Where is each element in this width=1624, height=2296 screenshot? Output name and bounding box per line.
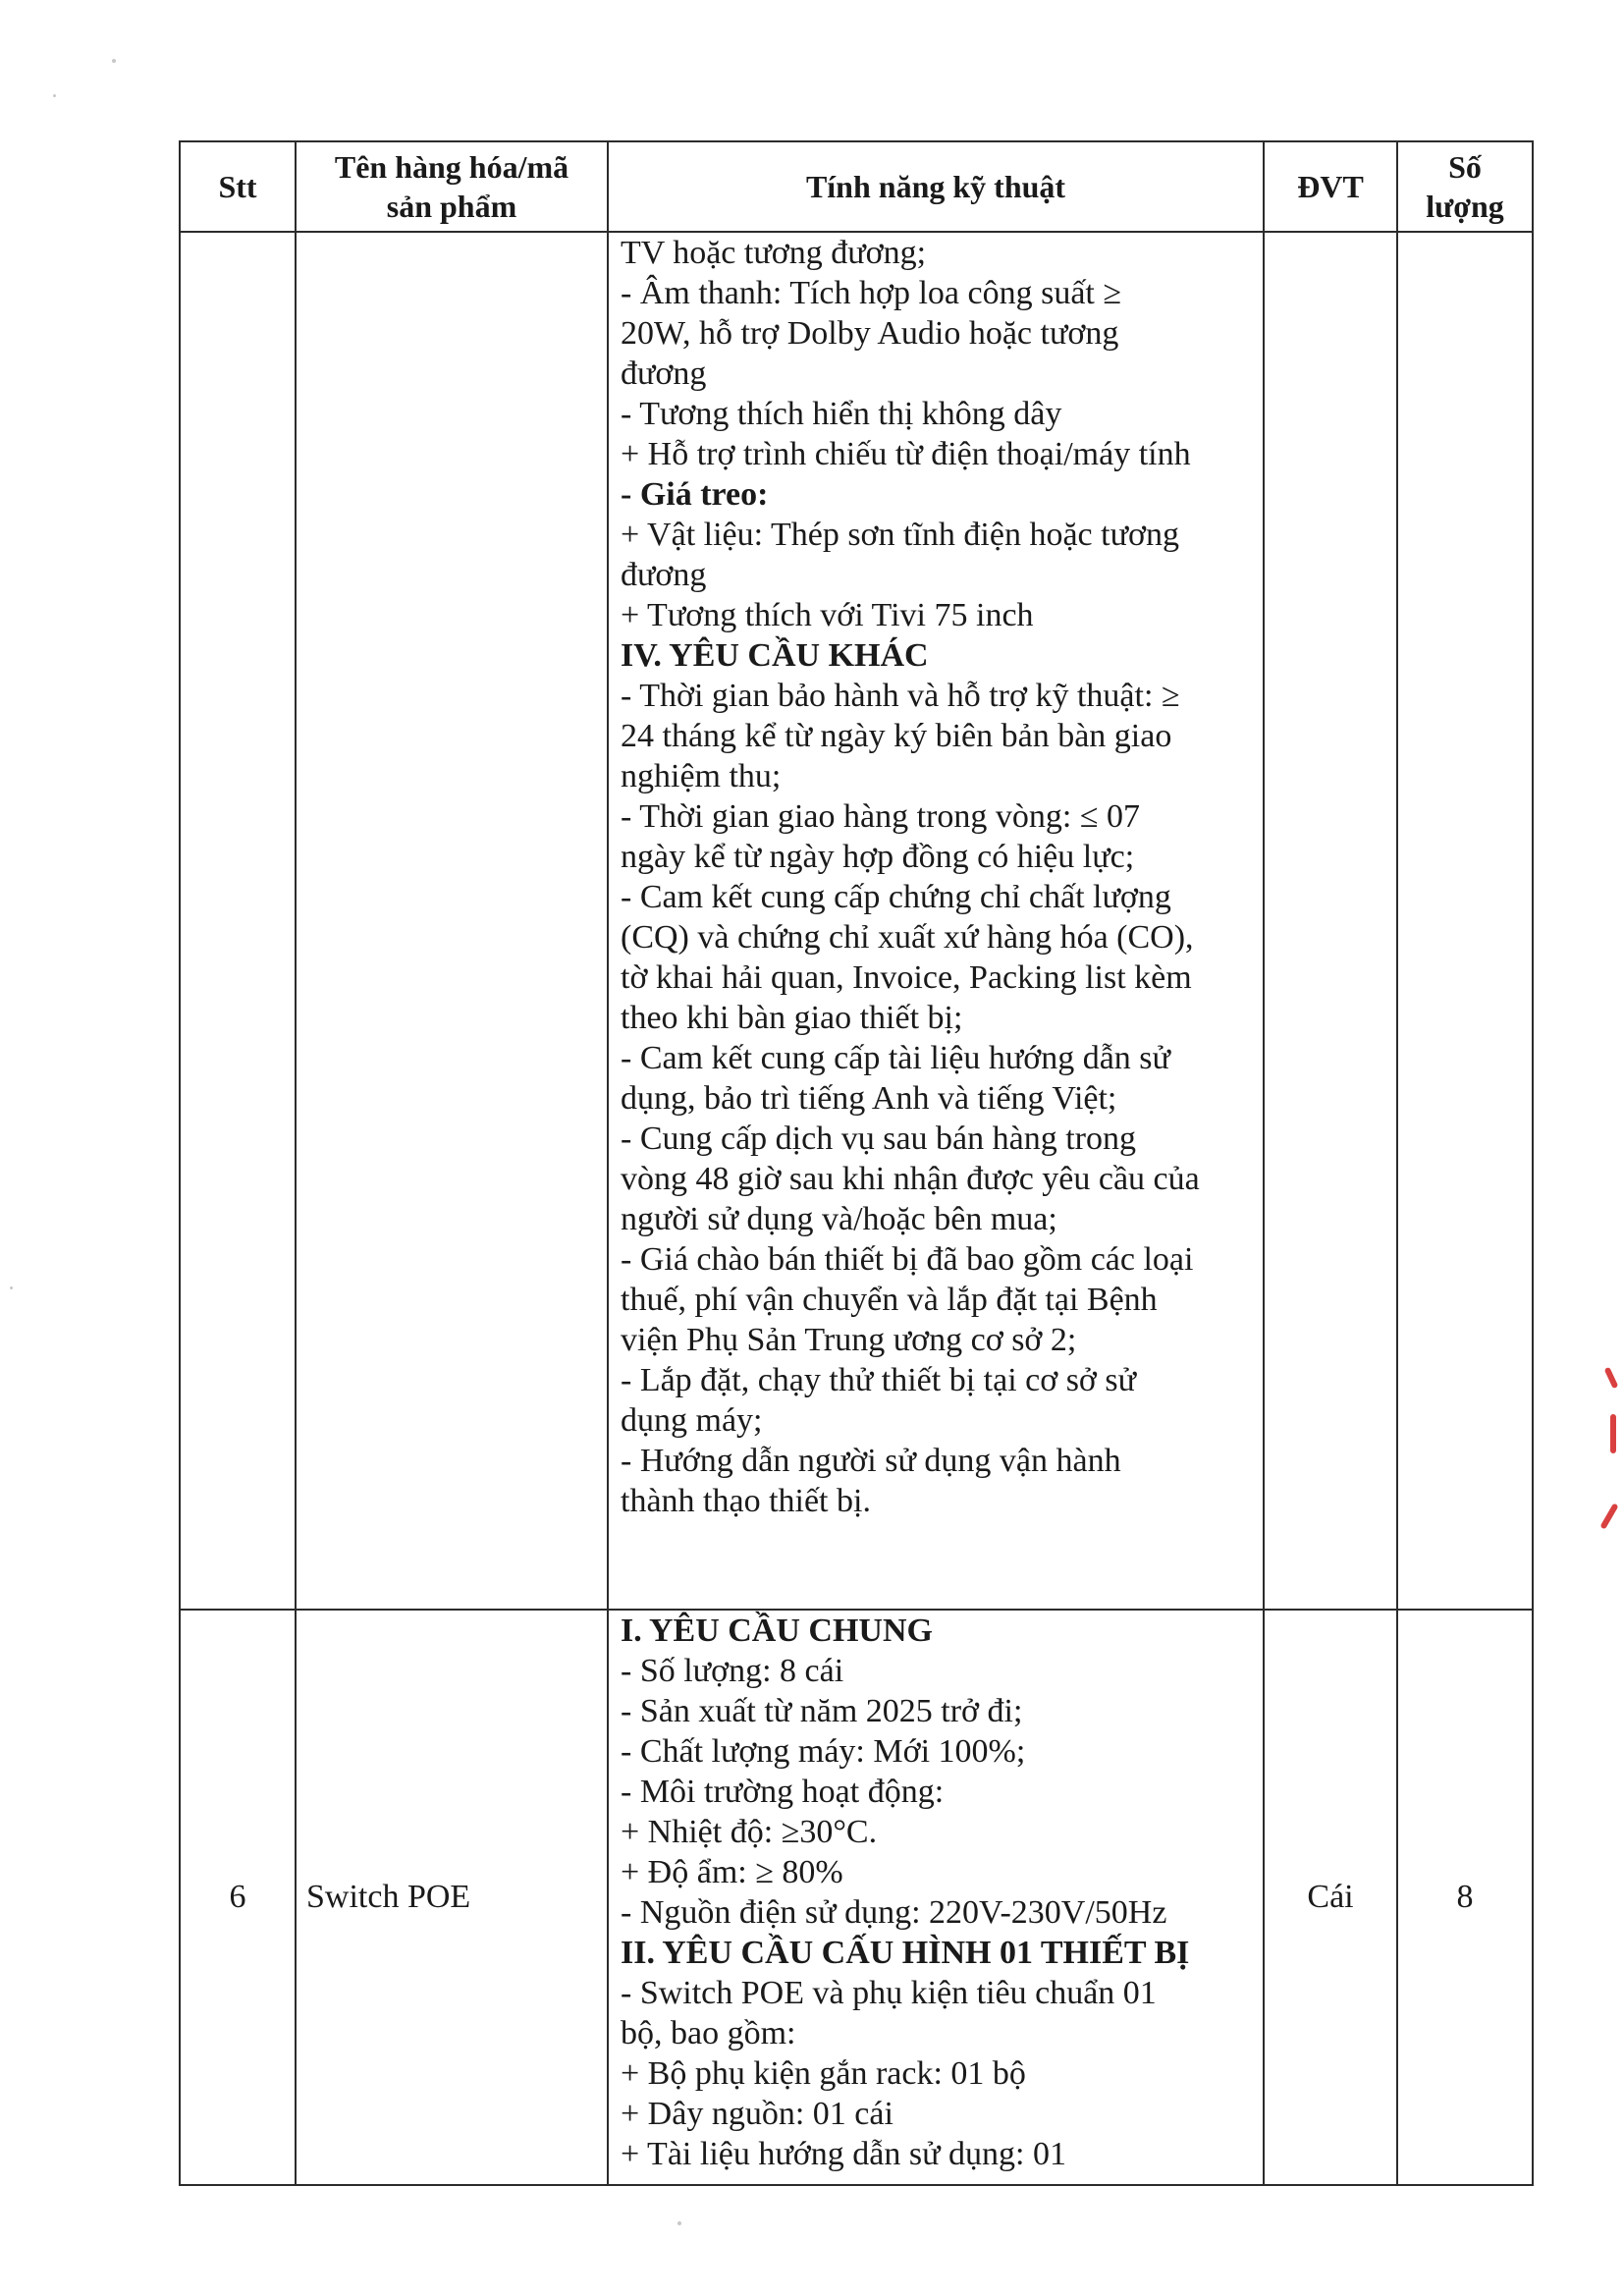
stamp-edge-mark <box>1599 1503 1618 1529</box>
continued-spec-line: - Giá chào bán thiết bị đã bao gồm các loại <box>621 1241 1194 1278</box>
continued-spec-line: viện Phụ Sản Trung ương cơ sở 2; <box>621 1322 1077 1358</box>
cell-product-name: Switch POE <box>296 1610 608 2185</box>
cell-qty: 8 <box>1397 1610 1533 2185</box>
row6-spec-line: - Môi trường hoạt động: <box>621 1774 945 1810</box>
continued-spec-line: nghiệm thu; <box>621 758 782 794</box>
header-qty-line2: lượng <box>1426 189 1504 224</box>
stamp-edge-mark <box>1610 1414 1616 1453</box>
stamp-edge-mark <box>1604 1367 1619 1389</box>
scan-speck <box>10 1286 13 1289</box>
continued-spec-line: IV. YÊU CẦU KHÁC <box>621 637 929 674</box>
header-stt: Stt <box>180 141 296 232</box>
continued-spec-line: tờ khai hải quan, Invoice, Packing list kèm <box>621 959 1192 996</box>
continued-spec-line: - Thời gian bảo hành và hỗ trợ kỹ thuật: ≥ <box>621 678 1180 714</box>
row6-spec-line: - Nguồn điện sử dụng: 220V-230V/50Hz <box>621 1894 1167 1931</box>
scan-speck <box>112 59 116 63</box>
continued-spec-line: dụng, bảo trì tiếng Anh và tiếng Việt; <box>621 1080 1117 1117</box>
continued-spec-line: - Âm thanh: Tích hợp loa công suất ≥ <box>621 275 1122 311</box>
row6-spec-line: + Dây nguồn: 01 cái <box>621 2096 893 2132</box>
continued-spec-line: + Vật liệu: Thép sơn tĩnh điện hoặc tương <box>621 517 1180 553</box>
spec-table <box>179 140 1534 2186</box>
header-qty <box>1397 141 1533 232</box>
continued-spec-line: người sử dụng và/hoặc bên mua; <box>621 1201 1057 1237</box>
row6-spec-line: - Số lượng: 8 cái <box>621 1653 844 1689</box>
continued-spec-line: thành thạo thiết bị. <box>621 1483 871 1519</box>
header-spec: Tính năng kỹ thuật <box>608 141 1264 232</box>
continued-spec-line: - Thời gian giao hàng trong vòng: ≤ 07 <box>621 798 1140 835</box>
cell-unit: Cái <box>1264 1610 1397 2185</box>
header-name-line1: Tên hàng hóa/mã <box>334 149 569 185</box>
header-name-line2: sản phẩm <box>386 189 517 224</box>
cell-unit-empty <box>1264 232 1397 1610</box>
continued-spec-line: theo khi bàn giao thiết bị; <box>621 1000 963 1036</box>
continued-spec-line: thuế, phí vận chuyển và lắp đặt tại Bệnh <box>621 1282 1158 1318</box>
header-product-name <box>296 141 608 232</box>
row6-spec-line: II. YÊU CẦU CẤU HÌNH 01 THIẾT BỊ <box>621 1935 1190 1971</box>
continued-spec-line: (CQ) và chứng chỉ xuất xứ hàng hóa (CO), <box>621 919 1194 956</box>
continued-spec-line: - Giá treo: <box>621 476 769 513</box>
row6-spec-line: + Bộ phụ kiện gắn rack: 01 bộ <box>621 2055 1026 2092</box>
row6-spec-line: + Nhiệt độ: ≥30°C. <box>621 1814 878 1850</box>
header-unit: ĐVT <box>1264 141 1397 232</box>
header-row <box>180 141 1533 232</box>
row6-spec-line: + Tài liệu hướng dẫn sử dụng: 01 <box>621 2136 1066 2172</box>
table-row-continued <box>180 232 1533 1610</box>
continued-spec-line: đương <box>621 355 707 392</box>
continued-spec-line: - Lắp đặt, chạy thử thiết bị tại cơ sở sử <box>621 1362 1137 1398</box>
continued-spec-line: dụng máy; <box>621 1402 763 1439</box>
continued-spec-line: - Cam kết cung cấp tài liệu hướng dẫn sử <box>621 1040 1170 1076</box>
continued-spec-line: + Hỗ trợ trình chiếu từ điện thoại/máy tính <box>621 436 1191 472</box>
cell-stt-empty <box>180 232 296 1610</box>
continued-spec-line: 24 tháng kể từ ngày ký biên bản bàn giao <box>621 718 1172 754</box>
continued-spec-line: + Tương thích với Tivi 75 inch <box>621 597 1034 633</box>
continued-spec-line: ngày kể từ ngày hợp đồng có hiệu lực; <box>621 839 1135 875</box>
cell-spec-continued <box>608 232 1264 1610</box>
continued-spec-line: - Cung cấp dịch vụ sau bán hàng trong <box>621 1121 1136 1157</box>
scan-speck <box>677 2221 681 2225</box>
cell-spec-row6 <box>608 1610 1264 2185</box>
row6-spec-line: I. YÊU CẦU CHUNG <box>621 1613 933 1649</box>
continued-spec-line: đương <box>621 557 707 593</box>
continued-spec-line: - Tương thích hiển thị không dây <box>621 396 1062 432</box>
cell-stt: 6 <box>180 1610 296 2185</box>
table-row-6 <box>180 1610 1533 2185</box>
continued-spec-line: vòng 48 giờ sau khi nhận được yêu cầu của <box>621 1161 1200 1197</box>
cell-name-empty <box>296 232 608 1610</box>
row6-spec-line: - Chất lượng máy: Mới 100%; <box>621 1733 1026 1770</box>
continued-spec-line: - Cam kết cung cấp chứng chỉ chất lượng <box>621 879 1171 915</box>
cell-qty-empty <box>1397 232 1533 1610</box>
row6-spec-line: - Sản xuất từ năm 2025 trở đi; <box>621 1693 1023 1729</box>
scan-speck <box>53 94 56 97</box>
header-qty-line1: Số <box>1448 149 1482 185</box>
continued-spec-line: TV hoặc tương đương; <box>621 235 927 271</box>
row6-spec-line: bộ, bao gồm: <box>621 2015 796 2051</box>
row6-spec-line: - Switch POE và phụ kiện tiêu chuẩn 01 <box>621 1975 1157 2011</box>
continued-spec-line: - Hướng dẫn người sử dụng vận hành <box>621 1443 1121 1479</box>
continued-spec-line: 20W, hỗ trợ Dolby Audio hoặc tương <box>621 315 1119 352</box>
row6-spec-line: + Độ ẩm: ≥ 80% <box>621 1854 843 1890</box>
